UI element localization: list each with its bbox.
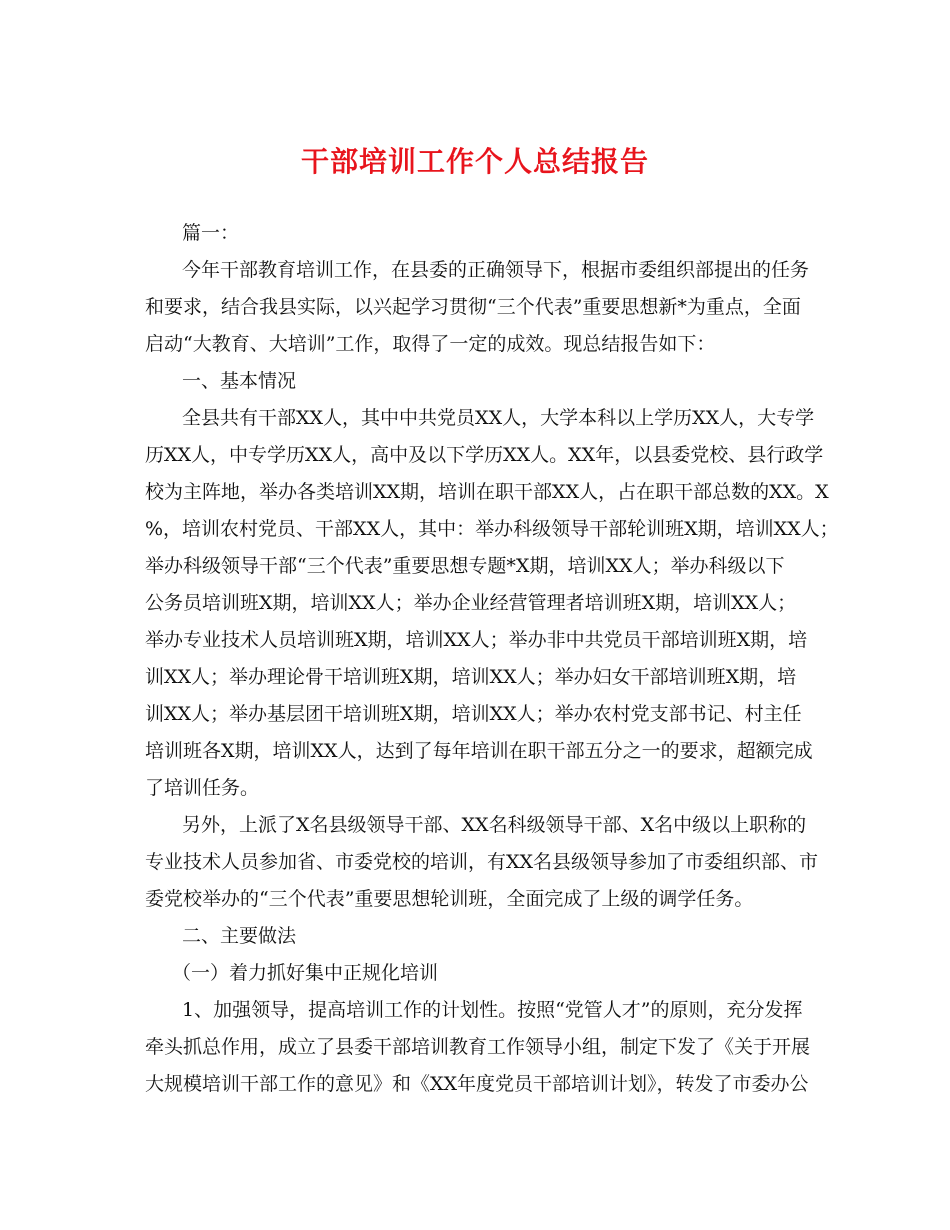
text-line: 二、主要做法 [182, 925, 297, 947]
text-line: 历XX人，中专学历XX人，高中及以下学历XX人。XX年，以县委党校、县行政学 [145, 444, 824, 466]
text-line: 和要求，结合我县实际，以兴起学习贯彻“三个代表”重要思想新*为重点，全面 [145, 296, 801, 318]
text-line: 一、基本情况 [182, 370, 297, 392]
text-line: %，培训农村党员、干部XX人，其中：举办科级领导干部轮训班X期，培训XX人； [145, 518, 839, 540]
document-title: 干部培训工作个人总结报告 [300, 145, 649, 178]
text-line: 牵头抓总作用，成立了县委干部培训教育工作领导小组，制定下发了《关于开展 [145, 1036, 811, 1058]
text-line: 全县共有干部XX人，其中中共党员XX人，大学本科以上学历XX人，大专学 [182, 407, 815, 429]
text-line: 校为主阵地，举办各类培训XX期，培训在职干部XX人，占在职干部总数的XX。X [145, 481, 829, 503]
text-line: 大规模培训干部工作的意见》和《XX年度党员干部培训计划》，转发了市委办公 [145, 1073, 809, 1095]
text-line: 今年干部教育培训工作，在县委的正确领导下，根据市委组织部提出的任务 [182, 259, 810, 281]
text-line: 启动“大教育、大培训”工作，取得了一定的成效。现总结报告如下： [145, 333, 716, 355]
text-line: 公务员培训班X期，培训XX人；举办企业经营管理者培训班X期，培训XX人； [145, 592, 797, 614]
text-line: 另外，上派了X名县级领导干部、XX名科级领导干部、X名中级以上职称的 [182, 814, 807, 836]
text-line: 了培训任务。 [145, 777, 260, 799]
text-line: 培训班各X期，培训XX人，达到了每年培训在职干部五分之一的要求，超额完成 [145, 740, 813, 762]
text-line: （一）着力抓好集中正规化培训 [172, 962, 439, 984]
text-line: 举办专业技术人员培训班X期，培训XX人；举办非中共党员干部培训班X期，培 [145, 629, 808, 651]
text-line: 委党校举办的“三个代表”重要思想轮训班，全面完成了上级的调学任务。 [145, 888, 754, 910]
text-line: 训XX人；举办理论骨干培训班X期，培训XX人；举办妇女干部培训班X期，培 [145, 666, 797, 688]
text-line: 专业技术人员参加省、市委党校的培训，有XX名县级领导参加了市委组织部、市 [145, 851, 819, 873]
text-line: 1、加强领导，提高培训工作的计划性。按照“党管人才”的原则，充分发挥 [182, 999, 803, 1021]
text-line: 举办科级领导干部“三个代表”重要思想专题*X期，培训XX人；举办科级以下 [145, 555, 785, 577]
text-line: 训XX人；举办基层团干培训班X期，培训XX人；举办农村党支部书记、村主任 [145, 703, 802, 725]
text-line: 篇一： [182, 222, 240, 244]
